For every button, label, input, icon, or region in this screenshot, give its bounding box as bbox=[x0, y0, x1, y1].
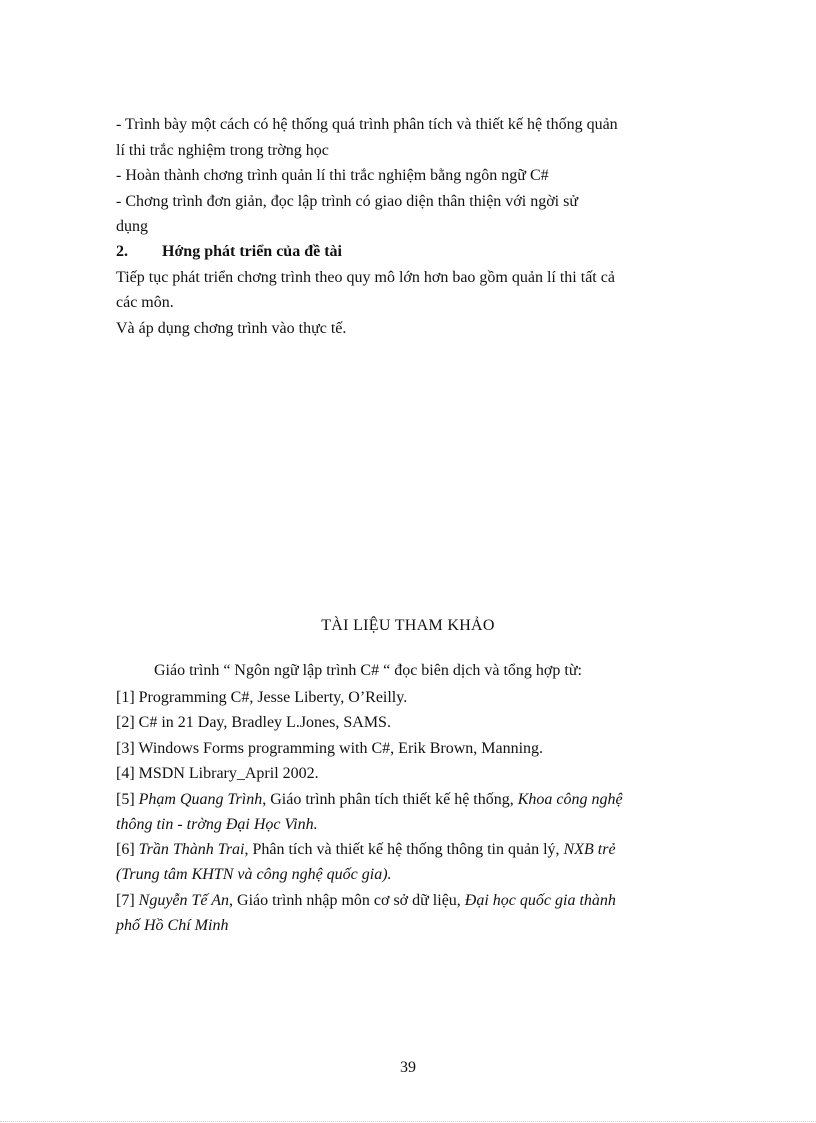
section-heading bbox=[116, 242, 342, 262]
reference-6-author: Trần Thành Trai bbox=[138, 841, 245, 858]
reference-7-title: , Giáo trình nhập môn cơ sở dữ liệu, bbox=[229, 892, 465, 909]
reference-7-line-2 bbox=[116, 916, 228, 936]
reference-5-number: [5] bbox=[116, 791, 139, 808]
references-title: TÀI LIỆU THAM KHẢO bbox=[321, 617, 495, 634]
bullet-1-line-1: - Trình bày một cách có hệ thống quá trình phân tích và thiết kế hệ thống quản bbox=[116, 116, 618, 133]
section-title: Hớng phát triển của đề tài bbox=[162, 243, 342, 260]
reference-1: [1] Programming C#, Jesse Liberty, O’Reilly. bbox=[116, 689, 408, 706]
page-number: 39 bbox=[400, 1059, 416, 1076]
reference-5-line-1 bbox=[116, 790, 623, 810]
reference-6-number: [6] bbox=[116, 841, 139, 858]
page-edge-divider bbox=[0, 1121, 816, 1122]
reference-7-line-1 bbox=[116, 891, 616, 911]
reference-2: [2] C# in 21 Day, Bradley L.Jones, SAMS. bbox=[116, 714, 391, 731]
bullet-1-line-2: lí thi trắc nghiệm trong trờng học bbox=[116, 142, 329, 159]
reference-5-title: , Giáo trình phân tích thiết kế hệ thống, bbox=[262, 791, 518, 808]
reference-6-publisher-cont: (Trung tâm KHTN và công nghệ quốc gia). bbox=[116, 866, 392, 883]
reference-5-author: Phạm Quang Trình bbox=[138, 791, 263, 808]
section-number: 2. bbox=[116, 243, 128, 260]
reference-7-author: Nguyễn Tế An bbox=[138, 892, 230, 909]
references-intro: Giáo trình “ Ngôn ngữ lập trình C# “ đọc biên dịch và tổng hợp từ: bbox=[154, 662, 582, 679]
reference-4: [4] MSDN Library_April 2002. bbox=[116, 765, 319, 782]
reference-7-number: [7] bbox=[116, 892, 139, 909]
reference-6-line-2 bbox=[116, 865, 392, 885]
development-para-line-1: Tiếp tục phát triển chơng trình theo quy mô lớn hơn bao gồm quản lí thi tất cả bbox=[116, 269, 615, 286]
reference-3: [3] Windows Forms programming with C#, Erik Brown, Manning. bbox=[116, 740, 544, 757]
reference-6-publisher: NXB trẻ bbox=[563, 841, 616, 858]
reference-7-publisher-cont: phố Hồ Chí Minh bbox=[116, 917, 229, 934]
bullet-2: - Hoàn thành chơng trình quản lí thi trắc nghiệm bằng ngôn ngữ C# bbox=[116, 167, 549, 184]
reference-6-title: , Phân tích và thiết kế hệ thống thông tin quản lý, bbox=[244, 841, 564, 858]
reference-5-publisher-cont: thông tin - trờng Đại Học Vinh. bbox=[116, 816, 318, 833]
reference-5-publisher: Khoa công nghệ bbox=[517, 791, 623, 808]
bullet-3-line-2: dụng bbox=[116, 218, 148, 235]
development-para-line-3: Và áp dụng chơng trình vào thực tế. bbox=[116, 320, 347, 337]
reference-6-line-1 bbox=[116, 840, 616, 860]
bullet-3-line-1: - Chơng trình đơn giản, đọc lập trình có giao diện thân thiện với ngời sử bbox=[116, 193, 578, 210]
reference-7-publisher: Đại học quốc gia thành bbox=[464, 892, 616, 909]
development-para-line-2: các môn. bbox=[116, 294, 174, 311]
reference-5-line-2 bbox=[116, 815, 318, 835]
